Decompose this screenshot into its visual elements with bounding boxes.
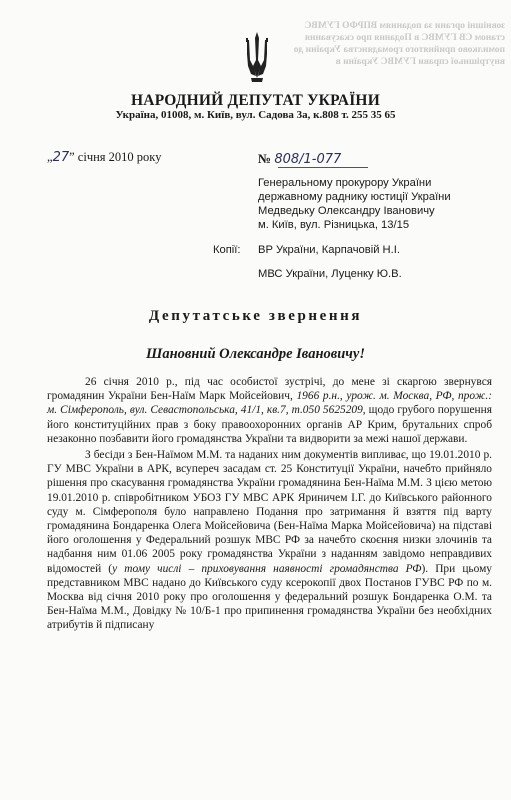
addressee-line: Медведьку Олександру Івановичу xyxy=(258,205,435,217)
reg-underline xyxy=(278,167,368,168)
registration-number xyxy=(258,151,341,167)
letter-body xyxy=(47,375,492,633)
paragraph-text: 26 січня 2010 р., під час особистої зустрічі, до мене зі скаргою звернувся громадянин України Бен-Наїм Марк Мойсейович, xyxy=(47,376,492,403)
paragraph-text: З бесіди з Бен-Наїмом М.М. та наданих ним документів випливає, що 19.01.2010 р. ГУ МВС України в АРК, всупереч засадам ст. 25 Конституції України, начебто прийняло рішення про скасування громадянства України громадянина Бен-Наїма М.М. З цією метою 19.01.2010 р. співробітником УБОЗ ГУ МВС АРК Яриничем І.Г. до Київського районного суду м. Сімферополя було направлено Подання про затримання й взяття під варту громадянина Бондаренка Олега Мойсейовича (Бен-Наїма Марка Мойсейовича) на підставі його оголошення у Федеральний розшук МВС РФ за начебто скоєння низки злочинів та надбання ним 01.06 2005 року громадянства України з наданням завідомо неправдивих відомостей ( xyxy=(47,449,492,575)
paragraph-italic-text: 1966 р.н., урож. м. Москва, РФ, прож.: м. Сімферополь, вул. Севастопольська, 41/1, кв.7, т.050 5625209 xyxy=(47,390,493,417)
header-address: Україна, 01008, м. Київ, вул. Садова 3а, к.808 т. 255 35 65 xyxy=(115,109,396,121)
addressee-line: м. Київ, вул. Різницька, 13/15 xyxy=(258,219,410,231)
paragraph-text: , щодо грубого порушення його конституційних прав з боку правоохоронних органів АР Крим, брутальних спроб незаконно позбавити його громадянства України та видворити за межі нашої держави. xyxy=(47,404,492,445)
paragraph xyxy=(47,375,492,446)
trident-emblem-icon xyxy=(242,30,272,84)
bleed-through-text: зовнішні органи за поданням ВПРФО ГУМВС станом СВ ГУМВС в Подання про скасування помилково прийнятого громадянства України до внутрішньої справи ГУМВС України в xyxy=(293,21,505,67)
document-title: Депутатське звернення xyxy=(148,308,363,324)
addressee-line: державному раднику юстиції України xyxy=(258,191,451,203)
date-text: січня 2010 року xyxy=(77,150,162,164)
reg-number-handwritten: 808/1-077 xyxy=(274,152,342,167)
copy-recipient: МВС України, Луценку Ю.В. xyxy=(258,268,402,280)
addressee-line: Генеральному прокурору України xyxy=(258,177,432,189)
date-day-handwritten: 27 xyxy=(52,150,70,165)
document-date: „27” січня 2010 року xyxy=(47,150,162,165)
header-title: НАРОДНИЙ ДЕПУТАТ УКРАЇНИ xyxy=(131,92,380,109)
copy-recipient: ВР України, Карпачовій Н.І. xyxy=(258,244,400,256)
paragraph xyxy=(47,448,492,633)
salutation: Шановний Олександре Івановичу! xyxy=(146,346,365,362)
paragraph-text: ). При цьому представником МВС надано до Київського суду ксерокопії двох Постанов ГУВС РФ по м. Москва від січня 2010 року про оголошення у федеральний розшук Бондаренка О.М. та Бен-Наїма М.М., Довідку № 10/Б-1 про припинення громадянства України без необхідних атрибутів й підписану xyxy=(47,562,492,632)
copies-label: Копії: xyxy=(213,244,241,256)
paragraph-italic-text: у тому числі – приховування наявності громадянства РФ xyxy=(112,562,422,575)
reg-prefix: № xyxy=(258,151,272,166)
addressee-block xyxy=(258,176,508,232)
